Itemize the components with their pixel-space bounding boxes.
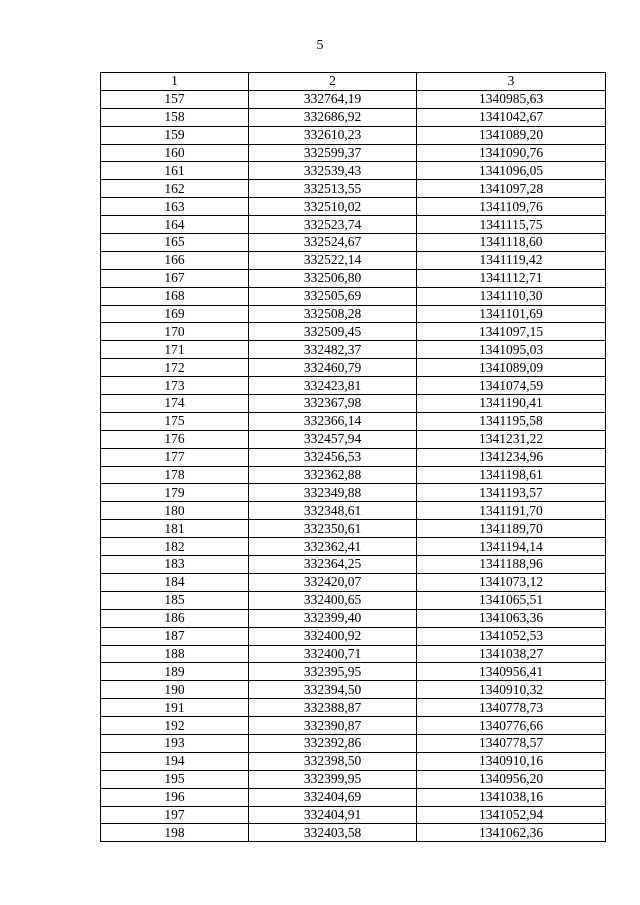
table-row [101,734,606,752]
table-row [101,323,606,341]
y-coordinate-cell: 1341194,14 [417,538,606,556]
point-number-cell: 160 [101,144,249,162]
point-number-cell: 170 [101,323,249,341]
point-number-cell: 162 [101,180,249,198]
x-coordinate-cell: 332364,25 [249,556,417,574]
y-coordinate-cell: 1340956,41 [417,663,606,681]
table-row [101,538,606,556]
y-coordinate-cell: 1340776,66 [417,717,606,735]
table-row [101,520,606,538]
point-number-cell: 163 [101,198,249,216]
x-coordinate-cell: 332367,98 [249,395,417,413]
table-row [101,466,606,484]
table-row [101,645,606,663]
table-row [101,788,606,806]
y-coordinate-cell: 1340956,20 [417,770,606,788]
y-coordinate-cell: 1340778,73 [417,699,606,717]
point-number-cell: 192 [101,717,249,735]
x-coordinate-cell: 332610,23 [249,126,417,144]
table-row [101,448,606,466]
x-coordinate-cell: 332394,50 [249,681,417,699]
x-coordinate-cell: 332404,91 [249,806,417,824]
x-coordinate-cell: 332599,37 [249,144,417,162]
point-number-cell: 189 [101,663,249,681]
y-coordinate-cell: 1341188,96 [417,556,606,574]
point-number-cell: 176 [101,430,249,448]
point-number-cell: 164 [101,216,249,234]
coordinates-table [100,72,606,842]
x-coordinate-cell: 332390,87 [249,717,417,735]
point-number-cell: 195 [101,770,249,788]
point-number-cell: 159 [101,126,249,144]
point-number-cell: 158 [101,108,249,126]
table-row [101,663,606,681]
table-row [101,269,606,287]
x-coordinate-cell: 332349,88 [249,484,417,502]
point-number-cell: 185 [101,591,249,609]
table-row [101,377,606,395]
y-coordinate-cell: 1341110,30 [417,287,606,305]
table-row [101,770,606,788]
x-coordinate-cell: 332398,50 [249,752,417,770]
x-coordinate-cell: 332399,95 [249,770,417,788]
y-coordinate-cell: 1341062,36 [417,824,606,842]
table-row [101,412,606,430]
y-coordinate-cell: 1340910,16 [417,752,606,770]
point-number-cell: 168 [101,287,249,305]
table-body [101,90,606,841]
x-coordinate-cell: 332523,74 [249,216,417,234]
y-coordinate-cell: 1341096,05 [417,162,606,180]
table-row [101,502,606,520]
point-number-cell: 193 [101,734,249,752]
point-number-cell: 184 [101,573,249,591]
table-row [101,591,606,609]
point-number-cell: 181 [101,520,249,538]
x-coordinate-cell: 332506,80 [249,269,417,287]
y-coordinate-cell: 1341109,76 [417,198,606,216]
x-coordinate-cell: 332388,87 [249,699,417,717]
x-coordinate-cell: 332400,92 [249,627,417,645]
y-coordinate-cell: 1341198,61 [417,466,606,484]
y-coordinate-cell: 1341190,41 [417,395,606,413]
point-number-cell: 174 [101,395,249,413]
table-row [101,627,606,645]
y-coordinate-cell: 1341038,27 [417,645,606,663]
x-coordinate-cell: 332399,40 [249,609,417,627]
y-coordinate-cell: 1341112,71 [417,269,606,287]
y-coordinate-cell: 1341231,22 [417,430,606,448]
x-coordinate-cell: 332513,55 [249,180,417,198]
column-header-3: 3 [417,73,606,91]
x-coordinate-cell: 332510,02 [249,198,417,216]
table-row [101,251,606,269]
table-row [101,359,606,377]
page-number: 5 [316,38,324,53]
point-number-cell: 171 [101,341,249,359]
x-coordinate-cell: 332395,95 [249,663,417,681]
x-coordinate-cell: 332460,79 [249,359,417,377]
point-number-cell: 165 [101,234,249,252]
y-coordinate-cell: 1341063,36 [417,609,606,627]
point-number-cell: 187 [101,627,249,645]
table-row [101,108,606,126]
y-coordinate-cell: 1341119,42 [417,251,606,269]
table-row [101,287,606,305]
point-number-cell: 169 [101,305,249,323]
table-row [101,824,606,842]
x-coordinate-cell: 332420,07 [249,573,417,591]
y-coordinate-cell: 1341115,75 [417,216,606,234]
x-coordinate-cell: 332362,41 [249,538,417,556]
y-coordinate-cell: 1341073,12 [417,573,606,591]
x-coordinate-cell: 332457,94 [249,430,417,448]
y-coordinate-cell: 1341195,58 [417,412,606,430]
y-coordinate-cell: 1341191,70 [417,502,606,520]
table-row [101,699,606,717]
table-row [101,609,606,627]
x-coordinate-cell: 332456,53 [249,448,417,466]
y-coordinate-cell: 1341038,16 [417,788,606,806]
y-coordinate-cell: 1341189,70 [417,520,606,538]
table-row [101,198,606,216]
point-number-cell: 190 [101,681,249,699]
y-coordinate-cell: 1341097,15 [417,323,606,341]
x-coordinate-cell: 332392,86 [249,734,417,752]
x-coordinate-cell: 332404,69 [249,788,417,806]
y-coordinate-cell: 1341042,67 [417,108,606,126]
x-coordinate-cell: 332509,45 [249,323,417,341]
table-header-row [101,73,606,91]
table-row [101,430,606,448]
table-row [101,144,606,162]
x-coordinate-cell: 332539,43 [249,162,417,180]
x-coordinate-cell: 332686,92 [249,108,417,126]
y-coordinate-cell: 1341074,59 [417,377,606,395]
y-coordinate-cell: 1341090,76 [417,144,606,162]
point-number-cell: 172 [101,359,249,377]
table-row [101,126,606,144]
point-number-cell: 182 [101,538,249,556]
column-header-2: 2 [249,73,417,91]
table-row [101,484,606,502]
y-coordinate-cell: 1341052,53 [417,627,606,645]
x-coordinate-cell: 332362,88 [249,466,417,484]
table-row [101,573,606,591]
x-coordinate-cell: 332350,61 [249,520,417,538]
table-header [101,73,606,91]
column-header-1: 1 [101,73,249,91]
x-coordinate-cell: 332482,37 [249,341,417,359]
point-number-cell: 175 [101,412,249,430]
table-row [101,556,606,574]
table-row [101,395,606,413]
table-row [101,216,606,234]
x-coordinate-cell: 332524,67 [249,234,417,252]
point-number-cell: 157 [101,90,249,108]
point-number-cell: 196 [101,788,249,806]
point-number-cell: 191 [101,699,249,717]
point-number-cell: 180 [101,502,249,520]
y-coordinate-cell: 1341097,28 [417,180,606,198]
y-coordinate-cell: 1341101,69 [417,305,606,323]
point-number-cell: 167 [101,269,249,287]
y-coordinate-cell: 1340910,32 [417,681,606,699]
y-coordinate-cell: 1341095,03 [417,341,606,359]
point-number-cell: 178 [101,466,249,484]
y-coordinate-cell: 1340778,57 [417,734,606,752]
point-number-cell: 177 [101,448,249,466]
point-number-cell: 161 [101,162,249,180]
x-coordinate-cell: 332423,81 [249,377,417,395]
x-coordinate-cell: 332403,58 [249,824,417,842]
x-coordinate-cell: 332348,61 [249,502,417,520]
table-row [101,162,606,180]
y-coordinate-cell: 1341193,57 [417,484,606,502]
x-coordinate-cell: 332400,71 [249,645,417,663]
table-row [101,806,606,824]
x-coordinate-cell: 332522,14 [249,251,417,269]
point-number-cell: 179 [101,484,249,502]
table-row [101,681,606,699]
x-coordinate-cell: 332400,65 [249,591,417,609]
y-coordinate-cell: 1341065,51 [417,591,606,609]
point-number-cell: 194 [101,752,249,770]
point-number-cell: 198 [101,824,249,842]
x-coordinate-cell: 332505,69 [249,287,417,305]
table-row [101,752,606,770]
point-number-cell: 183 [101,556,249,574]
y-coordinate-cell: 1341089,20 [417,126,606,144]
point-number-cell: 197 [101,806,249,824]
y-coordinate-cell: 1341089,09 [417,359,606,377]
y-coordinate-cell: 1341052,94 [417,806,606,824]
point-number-cell: 166 [101,251,249,269]
point-number-cell: 188 [101,645,249,663]
table-row [101,180,606,198]
y-coordinate-cell: 1341118,60 [417,234,606,252]
point-number-cell: 173 [101,377,249,395]
table-row [101,305,606,323]
x-coordinate-cell: 332366,14 [249,412,417,430]
y-coordinate-cell: 1341234,96 [417,448,606,466]
table-row [101,234,606,252]
y-coordinate-cell: 1340985,63 [417,90,606,108]
x-coordinate-cell: 332508,28 [249,305,417,323]
x-coordinate-cell: 332764,19 [249,90,417,108]
point-number-cell: 186 [101,609,249,627]
table-row [101,341,606,359]
table-row [101,90,606,108]
table-row [101,717,606,735]
